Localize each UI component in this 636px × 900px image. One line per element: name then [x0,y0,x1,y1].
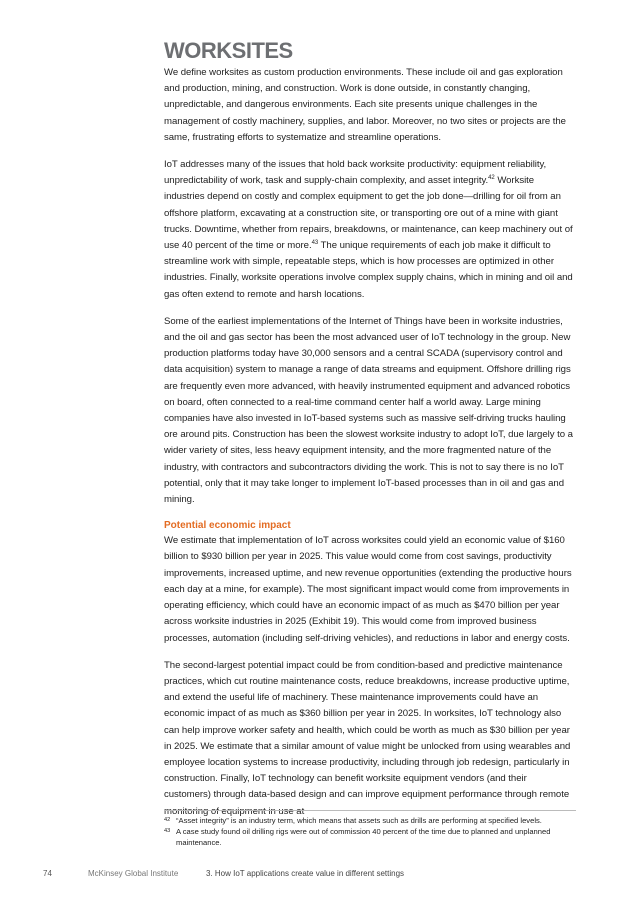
section-heading: WORKSITES [164,38,293,63]
paragraph-early-implementations: Some of the earliest implementations of the Internet of Things have been in worksite industries, and the oil and gas sector has been the most advanced user of IoT technology in the group. New production platforms today have 30,000 sensors and a central SCADA (supervisory control and data acquisition) system to manage a range of data streams and equipment. Offshore drilling rigs are frequently even more advanced, with heavily instrumented equipment and advanced robotics on board, often connected to a real-time command center half a world away. Large mining companies have also invested in IoT-based systems such as massive self-driving trucks hauling ore around pits. Construction has been the slowest worksite industry to adopt IoT, due largely to a wider variety of sites, less heavy equipment intensity, and the more fragmented nature of the industry, with contractors and subcontractors dividing the work. This is not to say there is no IoT potential, only that it may take longer to implement IoT-based processes than in oil and gas and mining. [164,315,573,506]
footnotes [164,810,576,849]
subheading-economic-impact: Potential economic impact [164,520,291,532]
footnote-ref-43[interactable]: 43 [311,239,319,246]
main-content [164,38,576,831]
paragraph-intro: We define worksites as custom production environments. These include oil and gas exploration and production, mining, and construction. Work is done outside, in constantly changing, unpredictable, and dangerous environments. Each site presents unique challenges in the management of costly machinery, supplies, and labor. Moreover, no two sites or projects are the same, frustrating efforts to systematize and streamline operations. [164,67,566,143]
paragraph-economic-value: We estimate that implementation of IoT across worksites could yield an economic value of $160 billion to $930 billion per year in 2025. This value would come from cost savings, productivity improvements, increased uptime, and new revenue opportunities (extending the productive hours each day at a mine, for example). The most significant impact would come from improvements in operating efficiency, which could have an economic impact of as much as $470 billion per year across worksite industries in 2025 (Exhibit 19). This would come from improved business processes, automation (including self-driving vehicles), and reductions in labor and energy costs. [164,535,572,644]
chapter-title: 3. How IoT applications create value in different settings [206,869,405,878]
paragraph-text: Worksite industries depend on costly and complex equipment to get the job done—drilling for oil from an offshore platform, excavating at a construction site, or transporting ore out of a mine with giant trucks. Downtime, whether from repairs, breakdowns, or maintenance, can keep machinery out of use 40 percent of the time or more. [164,175,573,252]
organization-name: McKinsey Global Institute [88,869,179,878]
paragraph-text: The unique requirements of each job make it difficult to streamline work with simple, repeatable steps, which is how processes are optimized in other industries. Finally, worksite operations involve complex supply chains, which in mining and oil and gas often extend to remote and harsh locations. [164,240,573,300]
page-footer [0,868,636,882]
footnote-number: 43 [164,828,171,835]
paragraph-text: IoT addresses many of the issues that hold back worksite productivity: equipment reliability, unpredictability of work, task and supply-chain complexity, and asset integrity. [164,159,547,187]
footnote-text: “Asset integrity” is an industry term, which means that assets such as drills are performing at specified levels. [176,816,542,825]
footnote-text: A case study found oil drilling rigs were out of commission 40 percent of the time due to planned and unplanned maintenance. [176,827,551,847]
paragraph-maintenance: The second-largest potential impact could be from condition-based and predictive maintenance practices, which cut routine maintenance costs, reduce breakdowns, increase productive uptime, and extend the useful life of machinery. These maintenance improvements could have an economic impact of as much as $360 billion per year in 2025. In worksites, IoT technology also can help improve worker safety and health, which could be worth as much as $30 billion per year in 2025. We estimate that a similar amount of value might be unlocked from using wearables and employee location systems to increase productivity, including through job redesign, particularly in construction. Finally, IoT technology can benefit worksite equipment vendors (and their customers) through data-based design and can improve equipment performance through remote monitoring of equipment in use at [164,659,571,817]
footnote-43 [164,827,576,848]
paragraph-iot-issues [164,157,576,303]
footnote-ref-42[interactable]: 42 [488,175,495,182]
footnote-42 [164,816,576,826]
page-number: 74 [43,869,52,878]
footnote-number: 42 [164,817,171,823]
